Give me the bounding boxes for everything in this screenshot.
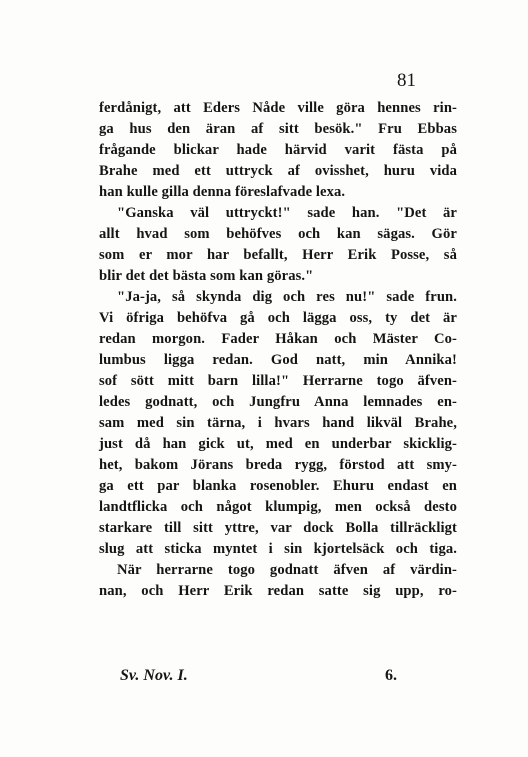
text-line: nan, och Herr Erik redan satte sig upp, ro- — [99, 583, 457, 599]
text-line: ferdånigt, att Eders Nåde ville göra hennes rin- — [99, 100, 457, 116]
text-line: redan morgon. Fader Håkan och Mäster Co- — [99, 331, 457, 347]
signature-mark: Sv. Nov. I. — [120, 667, 188, 684]
text-line: just då han gick ut, med en underbar skicklig- — [99, 436, 457, 452]
text-line: het, bakom Jörans breda rygg, förstod att smy- — [99, 457, 457, 473]
sheet-number: 6. — [385, 667, 397, 684]
page-footer — [120, 667, 400, 691]
text-line: ga hus den äran af sitt besök." Fru Ebbas — [99, 121, 457, 137]
text-line: Brahe med ett uttryck af ovisshet, huru vida — [99, 163, 457, 179]
page-number: 81 — [397, 70, 416, 91]
body-text — [99, 98, 457, 602]
text-line: landtflicka och något klumpig, men också desto — [99, 499, 457, 515]
text-line: Vi öfriga behöfva gå och lägga oss, ty det är — [99, 310, 457, 326]
text-line: han kulle gilla denna föreslafvade lexa. — [99, 184, 346, 200]
text-line: "Ganska väl uttryckt!" sade han. "Det är — [117, 205, 457, 221]
text-line: lumbus ligga redan. God natt, min Annika! — [99, 352, 457, 368]
text-line: allt hvad som behöfves och kan sägas. Gör — [99, 226, 457, 242]
text-line: starkare till sitt yttre, var dock Bolla tillräckligt — [99, 520, 457, 536]
text-line: När herrarne togo godnatt äfven af värdin- — [117, 562, 457, 578]
text-line: ga ett par blanka rosenobler. Ehuru endast en — [99, 478, 457, 494]
text-line: "Ja-ja, så skynda dig och res nu!" sade frun. — [117, 289, 457, 305]
text-line: ledes godnatt, och Jungfru Anna lemnades en- — [99, 394, 457, 410]
text-line: blir det det bästa som kan göras." — [99, 268, 314, 284]
text-line: frågande blickar hade härvid varit fästa på — [99, 142, 457, 158]
text-line: sof sött mitt barn lilla!" Herrarne togo äfven- — [99, 373, 457, 389]
text-line: som er mor har befallt, Herr Erik Posse, så — [99, 247, 457, 263]
text-line: sam med sin tärna, i hvars hand likväl Brahe, — [99, 415, 457, 431]
text-line: slug att sticka myntet i sin kjortelsäck och tiga. — [99, 541, 457, 557]
